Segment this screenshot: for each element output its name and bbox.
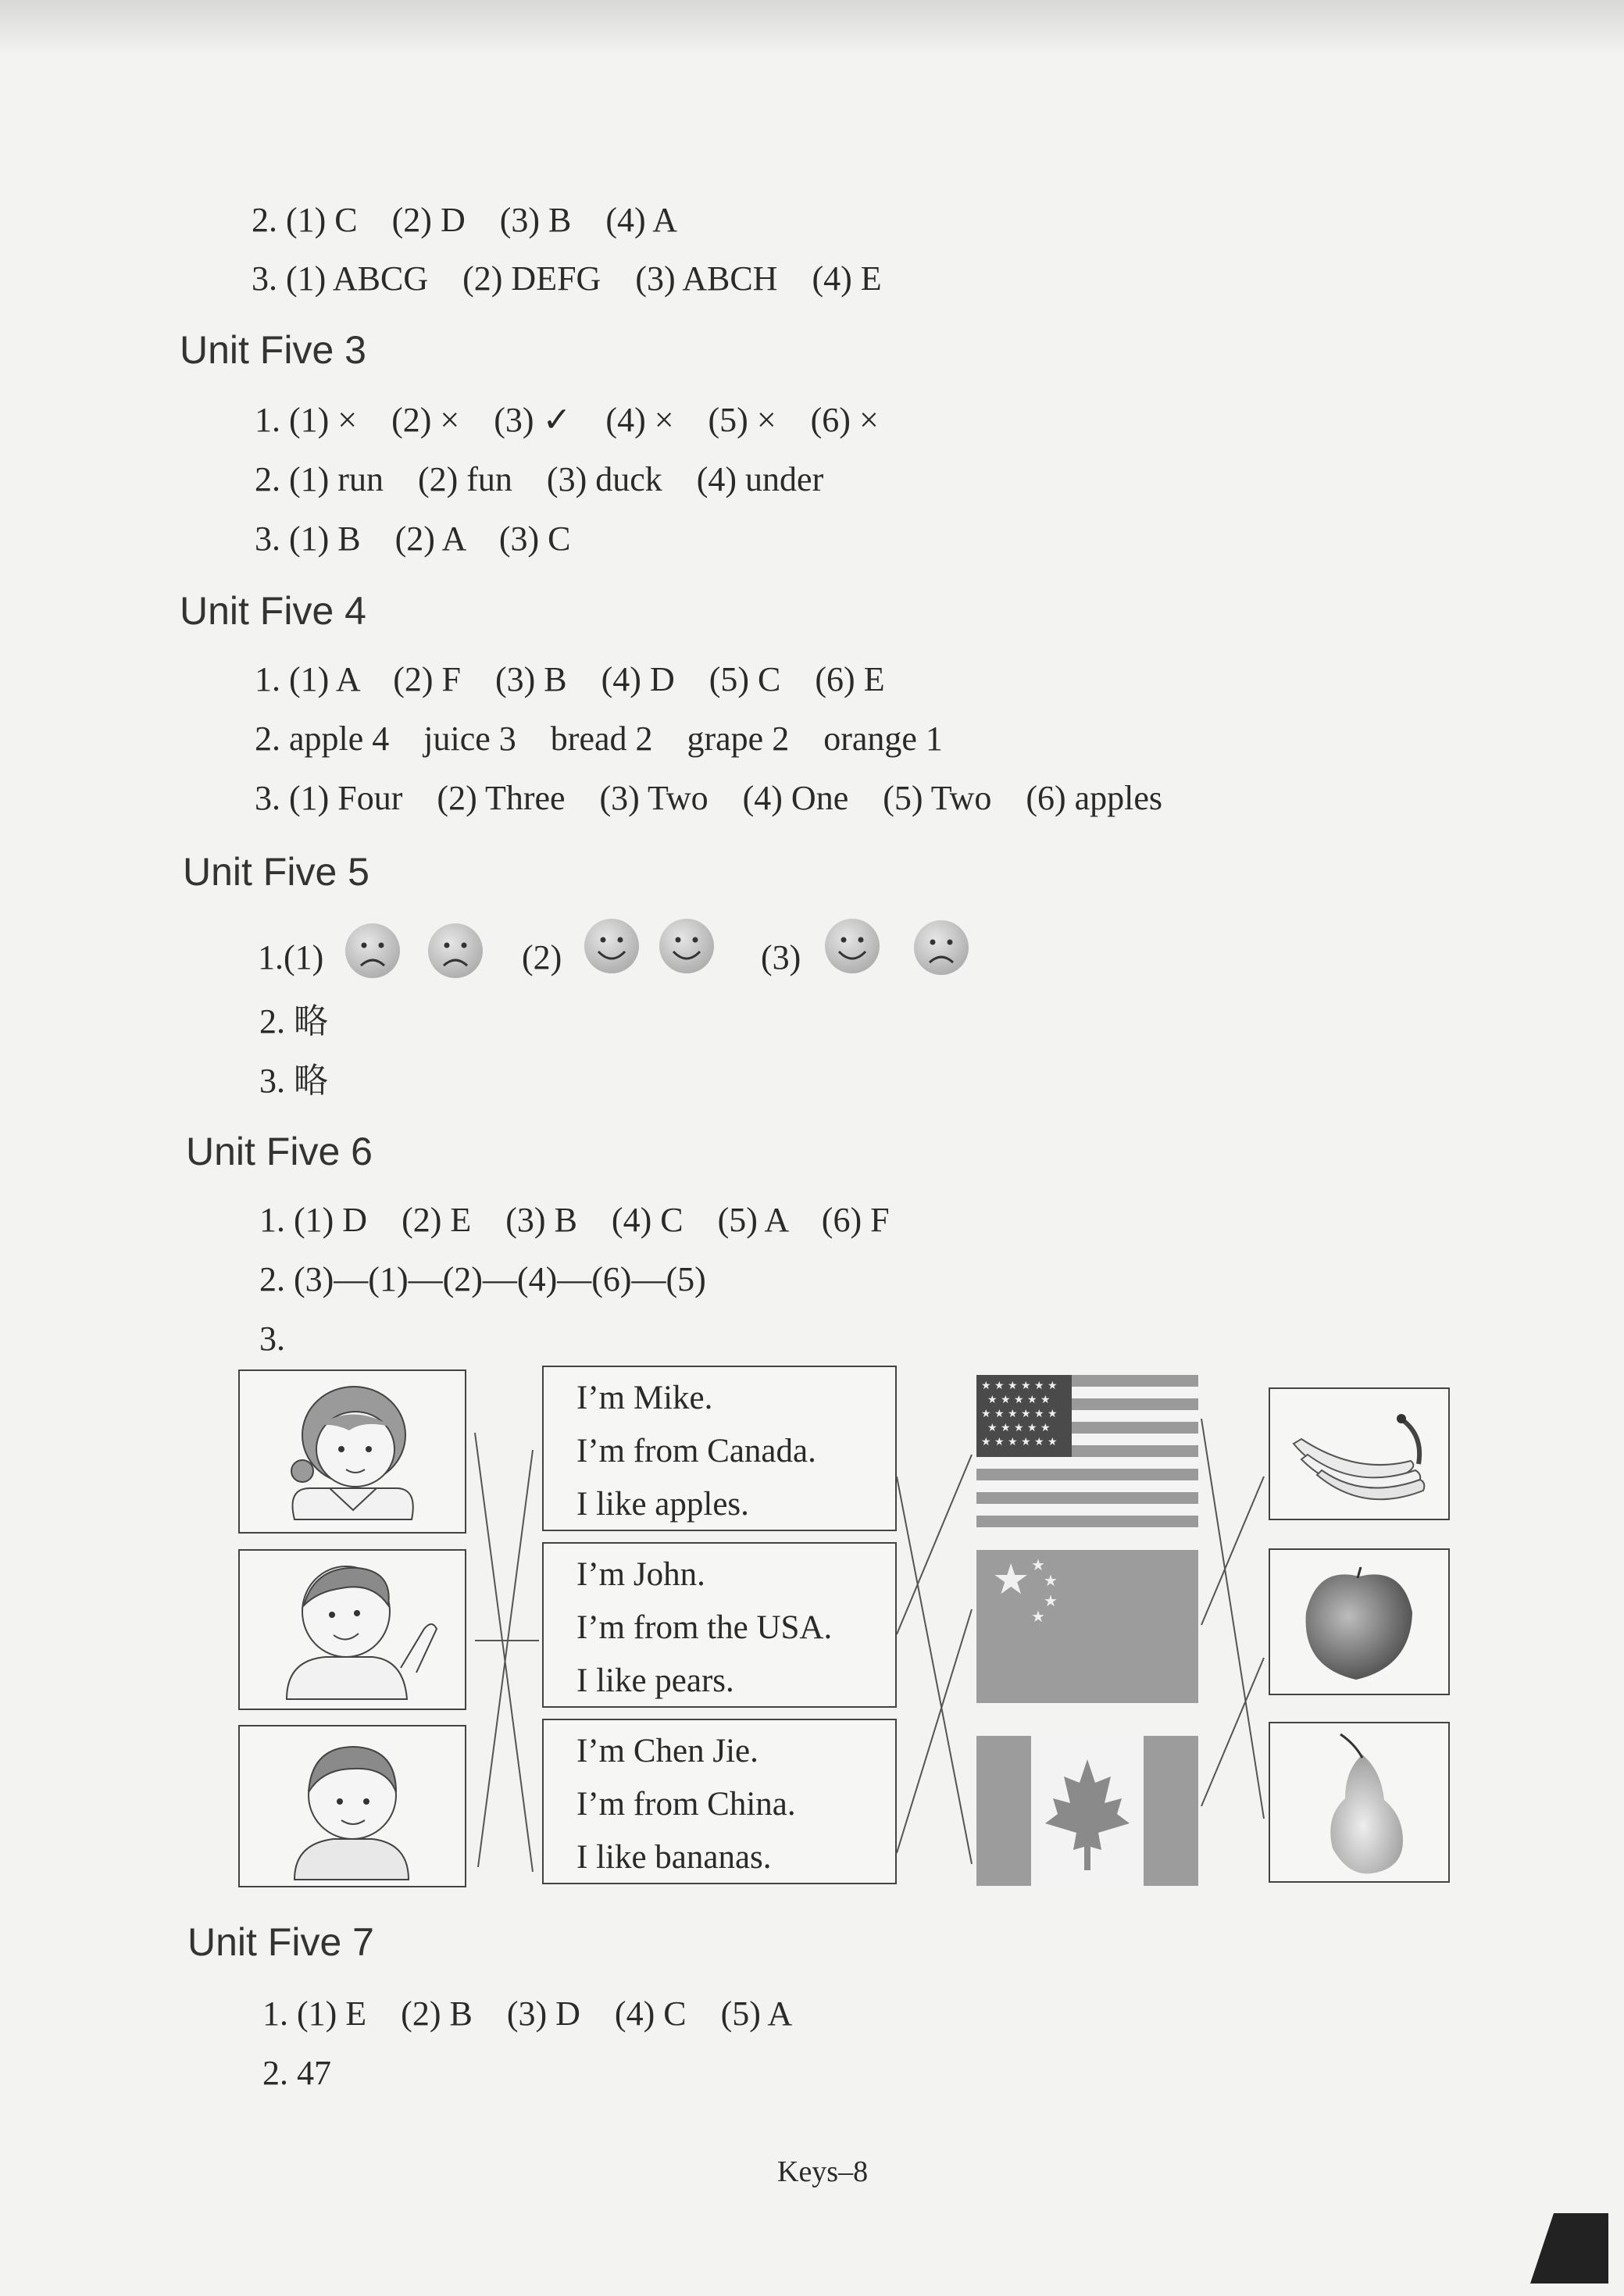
unit-heading: Unit Five 4: [180, 589, 366, 633]
answer-line: 3. (1) Four (2) Three (3) Two (4) One (5) Two (6) apples: [255, 779, 1163, 817]
sentence: I’m from the USA.: [576, 1609, 833, 1646]
china-flag-icon: [976, 1550, 1198, 1703]
unit-heading: Unit Five 6: [186, 1130, 373, 1173]
sentence: I’m from Canada.: [576, 1433, 816, 1469]
faces-row: [336, 916, 976, 986]
sentence: I’m Mike.: [576, 1380, 713, 1416]
svg-text:★: ★: [1031, 1607, 1045, 1626]
happy-face-icon: [825, 919, 880, 973]
svg-text:★: ★: [1044, 1591, 1058, 1610]
answer-line: 2. apple 4 juice 3 bread 2 grape 2 orange 1: [255, 720, 943, 758]
answer-line: 2. (1) run (2) fun (3) duck (4) under: [255, 460, 824, 498]
page-top-shadow: [0, 0, 1624, 55]
happy-face-icon: [659, 919, 714, 973]
svg-text:★ ★ ★ ★ ★: ★ ★ ★ ★ ★: [987, 1422, 1051, 1434]
corner-mark: [1530, 2213, 1608, 2284]
page-footer: Keys–8: [777, 2155, 869, 2188]
svg-text:★: ★: [1044, 1571, 1058, 1590]
sentence: I like bananas.: [576, 1839, 772, 1876]
face-question-label: (3): [761, 938, 801, 977]
usa-flag-icon: [976, 1375, 1198, 1528]
face-question-label: (2): [522, 938, 562, 977]
sentence-box: [542, 1719, 897, 1884]
answer-line: 1. (1) A (2) F (3) B (4) D (5) C (6) E: [255, 660, 885, 698]
fruit-picture-apple: [1269, 1548, 1450, 1695]
answer-line: 3.: [259, 1319, 285, 1358]
svg-text:★ ★ ★ ★ ★ ★: ★ ★ ★ ★ ★ ★: [981, 1408, 1058, 1420]
answer-line: 3. 略: [259, 1062, 328, 1100]
answer-line: 1. (1) E (2) B (3) D (4) C (5) A: [262, 1994, 793, 2033]
fruit-picture-pear: [1269, 1722, 1450, 1883]
sad-face-icon: [345, 923, 400, 978]
answer-line: 2. (3)—(1)—(2)—(4)—(6)—(5): [259, 1260, 706, 1298]
svg-text:★: ★: [1031, 1555, 1045, 1574]
answer-line: 2. 47: [262, 2054, 331, 2092]
fruit-picture-bananas: [1269, 1387, 1450, 1520]
canada-flag-icon: [976, 1736, 1198, 1886]
sentence-box: [542, 1542, 897, 1708]
sentence: I like apples.: [576, 1486, 749, 1523]
sad-face-icon: [914, 920, 969, 975]
svg-text:★ ★ ★ ★ ★: ★ ★ ★ ★ ★: [987, 1394, 1051, 1406]
unit-heading: Unit Five 3: [180, 328, 366, 372]
answer-line: 3. (1) ABCG (2) DEFG (3) ABCH (4) E: [252, 259, 882, 298]
answer-line: 1. (1) D (2) E (3) B (4) C (5) A (6) F: [259, 1201, 890, 1239]
person-picture-boy: [238, 1725, 466, 1887]
person-picture-girl: [238, 1369, 466, 1534]
happy-face-icon: [584, 919, 639, 973]
answer-line: 2. 略: [259, 1002, 328, 1041]
sentence: I’m Chen Jie.: [576, 1733, 758, 1769]
answer-line: 2. (1) C (2) D (3) B (4) A: [252, 201, 678, 239]
sentence: I’m John.: [576, 1556, 705, 1593]
answer-line: 3. (1) B (2) A (3) C: [255, 520, 571, 558]
answer-line: 1. (1) × (2) × (3) ✓ (4) × (5) × (6) ×: [255, 401, 879, 439]
sentence: I like pears.: [576, 1662, 734, 1699]
face-question-prefix: 1.(1): [258, 938, 324, 977]
sentence-box: [542, 1366, 897, 1531]
svg-text:★ ★ ★ ★ ★ ★: ★ ★ ★ ★ ★ ★: [981, 1436, 1058, 1448]
svg-text:★ ★ ★ ★ ★ ★: ★ ★ ★ ★ ★ ★: [981, 1380, 1058, 1392]
unit-heading: Unit Five 7: [187, 1920, 374, 1964]
sad-face-icon: [428, 923, 483, 978]
sentence: I’m from China.: [576, 1786, 796, 1823]
person-picture-boy-waving: [238, 1549, 466, 1710]
unit-heading: Unit Five 5: [183, 850, 369, 894]
svg-text:★: ★: [992, 1555, 1030, 1604]
